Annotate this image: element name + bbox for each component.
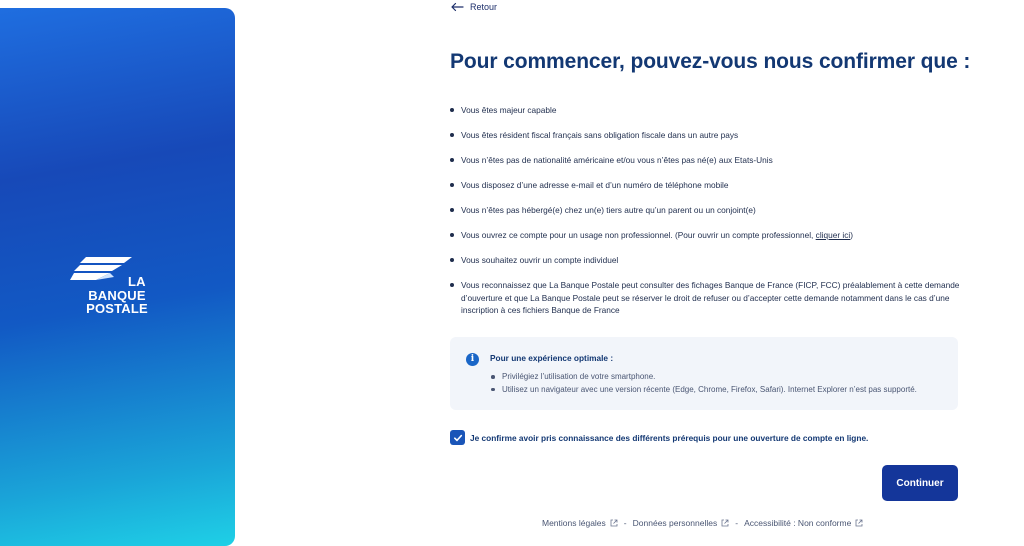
bullet-icon [450, 258, 454, 262]
footer-link-label: Données personnelles [632, 518, 718, 528]
info-item-text: Utilisez un navigateur avec une version récente (Edge, Chrome, Firefox, Safari). Internet Explorer n’est pas supporté. [502, 384, 917, 394]
bullet-icon [450, 283, 454, 287]
bullet-icon [491, 388, 495, 392]
footer-link-accessibility[interactable] [744, 518, 863, 528]
bullet-icon [450, 183, 454, 187]
bullet-icon [450, 108, 454, 112]
requirement-text: Vous êtes résident fiscal français sans obligation fiscale dans un autre pays [461, 130, 739, 140]
continue-button[interactable]: Continuer [882, 465, 958, 501]
requirement-item [450, 279, 960, 317]
la-banque-postale-logo [66, 256, 156, 316]
info-list-item [490, 371, 917, 384]
requirement-item [450, 229, 960, 242]
requirement-text: Vous n’êtes pas de nationalité américaine et/ou vous n’êtes pas né(e) aux Etats-Unis [461, 155, 773, 165]
requirement-item [450, 179, 960, 192]
professional-account-link[interactable]: cliquer ici [815, 230, 851, 240]
requirements-list [450, 104, 960, 329]
brand-panel [0, 8, 235, 546]
requirement-item [450, 204, 960, 217]
requirement-text: Vous ouvrez ce compte pour un usage non professionnel. (Pour ouvrir un compte professionnel, [461, 230, 816, 240]
footer [542, 518, 863, 528]
external-link-icon [855, 519, 863, 527]
external-link-icon [610, 519, 618, 527]
bullet-icon [450, 233, 454, 237]
info-title: Pour une expérience optimale : [490, 353, 614, 363]
footer-link-label: Mentions légales [542, 518, 606, 528]
page-title: Pour commencer, pouvez-vous nous confirmer que : [450, 50, 971, 73]
back-link[interactable] [450, 0, 497, 14]
external-link-icon [721, 519, 729, 527]
confirm-checkbox-row[interactable] [450, 430, 868, 445]
requirement-text: Vous reconnaissez que La Banque Postale peut consulter des fichages Banque de France (FICP, FCC) préalablement à cette demande d’ouverture et que La Banque Postale peut se réserver le droit de refuser ou d’accepter cette demande notamment dans le cas d’une inscription à ces fichiers Banque de France [461, 280, 960, 316]
bullet-icon [450, 158, 454, 162]
logo-text-la: LA [128, 274, 146, 289]
requirement-text-suffix: ) [850, 230, 854, 240]
bullet-icon [450, 133, 454, 137]
requirement-text: Vous n’êtes pas hébergé(e) chez un(e) tiers autre qu’un parent ou un conjoint(e) [461, 205, 756, 215]
arrow-left-icon [450, 2, 464, 12]
info-list-item [490, 384, 917, 397]
checkmark-icon [453, 433, 463, 443]
info-item-text: Privilégiez l’utilisation de votre smartphone. [502, 372, 656, 381]
confirm-label[interactable]: Je confirme avoir pris connaissance des différents prérequis pour une ouverture de compte en ligne. [470, 432, 869, 443]
requirement-item [450, 154, 960, 167]
info-icon: i [466, 353, 479, 366]
info-list [490, 371, 917, 396]
footer-separator: - [735, 518, 739, 528]
requirement-text: Vous êtes majeur capable [461, 105, 557, 115]
bullet-icon [491, 375, 495, 379]
back-link-label: Retour [470, 2, 498, 12]
footer-link-data[interactable] [633, 518, 730, 528]
footer-link-label: Accessibilité : Non conforme [744, 518, 852, 528]
logo-text-banque: BANQUE [88, 287, 146, 303]
main-content [450, 0, 971, 546]
footer-link-legal[interactable] [542, 518, 618, 528]
requirement-text: Vous souhaitez ouvrir un compte individuel [461, 255, 619, 265]
bullet-icon [450, 208, 454, 212]
logo-text-postale: POSTALE [86, 301, 148, 316]
requirement-item [450, 254, 960, 267]
requirement-item [450, 104, 960, 117]
confirm-checkbox[interactable] [450, 430, 465, 445]
footer-separator: - [623, 518, 627, 528]
requirement-item [450, 129, 960, 142]
info-box [450, 337, 958, 410]
requirement-text: Vous disposez d’une adresse e-mail et d’un numéro de téléphone mobile [461, 180, 729, 190]
